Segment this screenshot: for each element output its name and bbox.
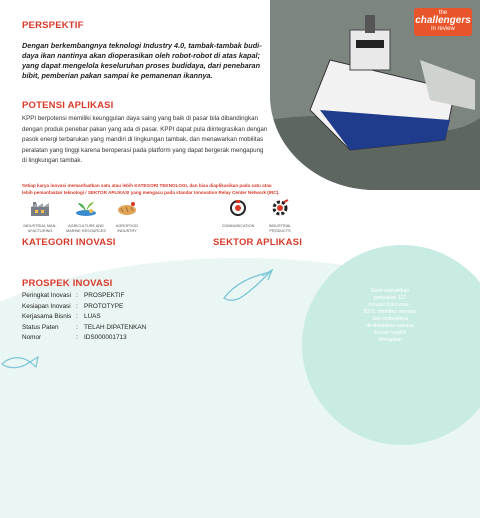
potensi-text: KPPI berpotensi memiliki keunggulan daya saing yang baik di pasar bila dibandingkan dengan produk penebar pakan yang ada di pasar. KPPI dapat pula diintegrasikan dengan pasok energi terbarukan yang mandiri di lingkungan tambak, dan menawarkan mobilitas peralatan yang tinggi karena beroperasi pada platform yang dapat bergerak mengapung di lingkungan tambak. — [22, 115, 268, 164]
prospek-title: PROSPEK INOVASI — [22, 278, 113, 289]
fish-illustration — [222, 268, 274, 308]
fish-small-illustration — [0, 352, 40, 374]
table-row: Kerjasama Bisnis : LUAS — [22, 313, 101, 320]
category-note: Setiap karya inovasi memanfaatkan satu atau lebih KATEGORI TEKNOLOGI, dan bisa diaplikasikan pada satu atau lebih pemanfaatan teknologi / SEKTOR APLIKASI yang mengacu pada standar Innovation Relay Center Network (IRC). — [22, 183, 280, 195]
category-agrofood: AGROFOOD INDUSTRY — [110, 199, 144, 233]
table-row: Status Paten : TELAH DIPATENKAN — [22, 323, 147, 331]
perspektif-title: PERSPEKTIF — [22, 20, 84, 31]
plant-icon — [75, 199, 97, 217]
bread-icon — [116, 199, 138, 217]
category-agriculture: AGRICULTURE AND MARINE RESOURCES — [64, 199, 108, 233]
category-industrial: INDUSTRIAL MAN- UFACTURING — [20, 199, 60, 233]
sektor-title: SEKTOR APLIKASI — [213, 237, 303, 248]
table-row: Kesiapan Inovasi : PROTOTYPE — [22, 302, 124, 310]
potensi-title: POTENSI APLIKASI — [22, 100, 114, 111]
perspektif-text: Dengan berkembangnya teknologi Industry 4.0, tambak-tambak budi- daya ikan nantinya akan dioperasikan oleh robot-robot di atas kapal; yang dapat mengelola keseluruhan proses budidaya, dari penebaran bibit, pemberian pakan sampai ke pemanenan ikannya. — [22, 41, 262, 80]
gear-icon — [269, 199, 291, 217]
table-row: Peringkat Inovasi : PROSPEKTIF — [22, 292, 125, 299]
table-row: Nomor : IDS000001713 — [22, 334, 127, 341]
confidentiality-note: Demi menaikkan penjualan 112 Inovasi Indonesia - 2021, identitas inovator dan institusinya dirahasiakan sampai inovasi terpilih ditetapkan — [363, 288, 417, 343]
factory-icon — [29, 199, 51, 217]
sector-industrial: INDUSTRIAL PRODUCTS — [262, 199, 298, 233]
communication-icon — [227, 199, 249, 217]
sector-communication: COMMUNICATION — [215, 199, 261, 229]
brand-logo: the challengers in review — [414, 8, 472, 36]
kategori-title: KATEGORI INOVASI — [22, 237, 116, 248]
prospek-table — [22, 291, 146, 344]
